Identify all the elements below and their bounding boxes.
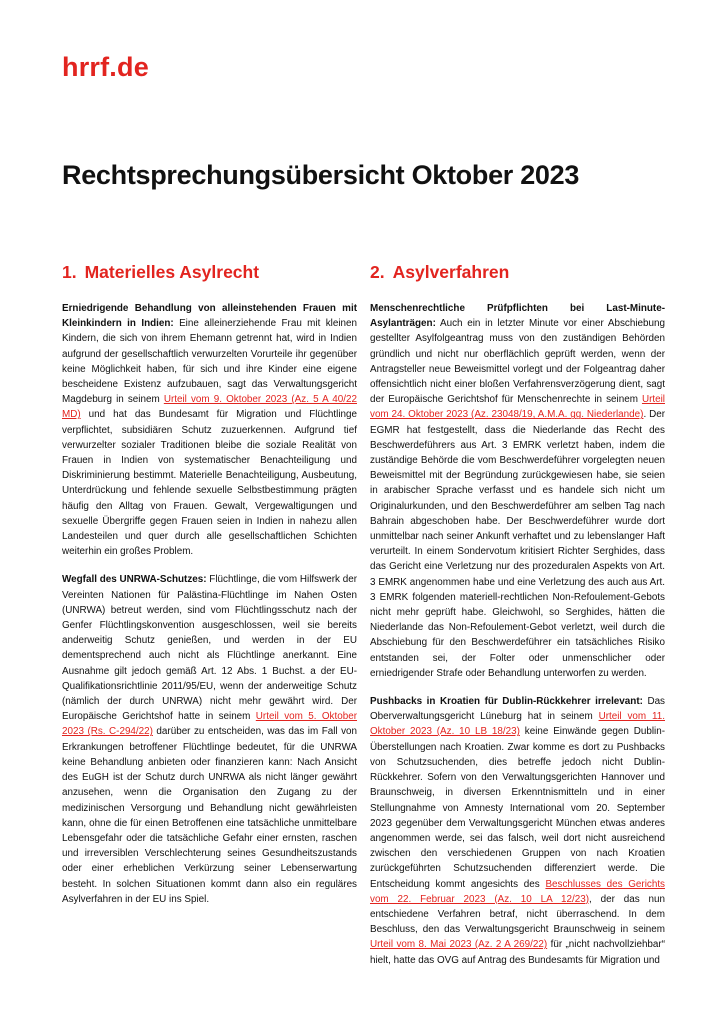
judgment-link[interactable]: Urteil vom 24. Oktober 2023 (Az. 23048/19, A.M.A. gg. Niederlande) — [370, 394, 665, 421]
paragraph-text: Flüchtlinge, die vom Hilfswerk der Vereinten Nationen für Palästina-Flüchtlinge im Nahen Osten (UNRWA) betreut werden, sind vom Flüchtlingsschutz nach der Genfer Flüchtlingskonvention ausgeschlossen, weil sie bereits anderweitig Schutz genießen, und werden in der EU dementsprechend auch nicht als Flüchtlinge anerkannt. Eine Ausnahme gilt jedoch gemäß Art. 12 Abs. 1 Buchst. a der EU-Qualifikationsrichtlinie 2011/95/EU, wenn der anderweitige Schutz (nämlich der durch UNRWA) nicht mehr gewährt wird. Der Europäische Gerichtshof hatte in seinem — [62, 574, 357, 723]
paragraph-text: Auch ein in letzter Minute vor einer Abschiebung gestellter Asylfolgeantrag muss von den zuständigen Behörden gründlich und nicht nur oberflächlich geprüft werden, wenn der Antragsteller neue Beweismittel vorlegt und der Folgeantrag daher offensichtlich nicht einer bloßen Verfahrensverzögerung dient, sagt der Europäische Gerichtshof für Menschenrechte in seinem — [370, 318, 665, 406]
paragraph-text: für „nicht nachvollziehbar“ hielt, hatte das OVG auf Antrag des Bundesamts für Migration und — [370, 939, 665, 966]
paragraph-text: Das Oberverwaltungsgericht Lüneburg hat in seinem — [370, 696, 665, 723]
page-title: Rechtsprechungsübersicht Oktober 2023 — [62, 160, 580, 190]
section-asylverfahren — [370, 262, 665, 981]
section-number: 2. — [370, 262, 385, 282]
judgment-link[interactable]: Urteil vom 5. Oktober 2023 (Rs. C-294/22) — [62, 711, 358, 738]
judgment-link[interactable]: Urteil vom 9. Oktober 2023 (Az. 5 A 40/22 MD) — [62, 394, 357, 421]
section-heading — [62, 262, 357, 283]
paragraph-text: darüber zu entscheiden, was das im Fall von Erkrankungen betroffener Flüchtlinge bedeutet, für die UNRWA keine Behandlung anbieten oder finanzieren kann: Nach Ansicht des EuGH ist der Schutz durch UNRWA als nicht länger gewährt anzusehen, wenn die Organisation den Zugang zu der medizinischen Versorgung und Behandlung nicht gewährleisten kann, ohne die für einen Betroffenen eine tatsächliche unmittelbare Lebensgefahr oder die tatsächliche Gefahr einer ernsten, raschen und irreversiblen Verschlechterung seines Gesundheitszustands oder einer erheblichen Verkürzung seiner Lebenserwartung besteht. In solchen Situationen kommt dann also ein reguläres Asylverfahren in der EU ins Spiel. — [62, 726, 358, 905]
article-paragraph — [62, 301, 357, 559]
article-paragraph — [370, 694, 665, 968]
site-logo[interactable]: hrrf.de — [62, 52, 149, 82]
section-title: Materielles Asylrecht — [84, 262, 260, 282]
section-number: 1. — [62, 262, 77, 282]
paragraph-text: und hat das Bundesamt für Migration und Flüchtlinge verpflichtet, subsidiären Schutz zuzuerkennen. Aufgrund tief verwurzelter sozialer Traditionen bleibe die soziale Realität von Frauen in Indien von systematischer Benachteiligung und Diskriminierung bestimmt. Materielle Benachteiligung, Ausbeutung, Unterdrückung und fehlende sexuelle Selbstbestimmung prägten häufig den Alltag von Frauen. Gewalt, Vergewaltigungen und sexuelle Übergriffe gegen Frauen seien in Indien in nahezu allen Landesteilen und quer durch alle gesellschaftlichen Schichten weiterhin ein großes Problem. — [62, 409, 357, 558]
judgment-link[interactable]: Urteil vom 8. Mai 2023 (Az. 2 A 269/22) — [370, 939, 548, 951]
paragraph-lead: Wegfall des UNRWA-Schutzes: — [62, 574, 207, 586]
article-paragraph — [62, 572, 357, 906]
section-heading — [370, 262, 665, 283]
section-materielles-asylrecht — [62, 262, 357, 920]
judgment-link[interactable]: Urteil vom 11. Oktober 2023 (Az. 10 LB 18/23) — [370, 711, 665, 738]
paragraph-text: , der das nun entschiedene Verfahren betraf, nicht überraschend. In dem Beschluss, den das Verwaltungsgericht Braunschweig in seinem — [370, 893, 665, 936]
article-paragraph — [370, 301, 665, 681]
section-title: Asylverfahren — [392, 262, 510, 282]
paragraph-text: keine Einwände gegen Dublin-Überstellungen nach Kroatien. Zwar komme es dort zu Pushbacks von Schutzsuchenden, dies betreffe jedoch nicht Dublin-Rückkehrer. Sofern von den Verwaltungsgerichten Hannover und Braunschweig, in diversen Erkenntnismitteln und in einer Stellungnahme von Amnesty International vom 20. September 2023 gegenüber dem Verwaltungsgericht München etwas anderes angenommen werde, sei das falsch, weil dort nicht ausreichend zwischen den verschiedenen Gruppen von nach Kroatien zurückgeführten Schutzsuchenden differenziert werde. Die Entscheidung kommt angesichts des — [370, 726, 666, 890]
paragraph-text: Eine alleinerziehende Frau mit kleinen Kindern, die sich von ihrem Ehemann getrennt hat, wird in Indien aufgrund der gesellschaftlich verwurzelten Vorurteile ihr gegenüber keine Möglichkeit haben, für sich und ihre Kinder eine eigene bescheidene Existenz aufzubauen, sagt das Verwaltungsgericht Magdeburg in seinem — [62, 318, 358, 406]
paragraph-lead: Pushbacks in Kroatien für Dublin-Rückkehrer irrelevant: — [370, 696, 643, 708]
decision-link[interactable]: Beschlusses des Gerichts vom 22. Februar 2023 (Az. 10 LA 12/23) — [370, 878, 665, 905]
paragraph-lead: Erniedrigende Behandlung von alleinstehenden Frauen mit Kleinkindern in Indien: — [62, 303, 357, 330]
paragraph-text: . Der EGMR hat festgestellt, dass die Niederlande das Recht des Beschwerdeführers aus Art. 3 EMRK verletzt haben, indem die zuständige Behörde die vom Beschwerdeführer vorgelegten neuen Beweismittel mit der Begründung zurückgewiesen habe, sie seien in arabischer Sprache verfasst und es handele sich nicht um Originalurkunden, und den Beschwerdeführer am selben Tag nach Bahrain abgeschoben habe. Der Beschwerdeführer wurde dort unmittelbar nach seiner Ankunft verhaftet und zu lebenslanger Haft verurteilt. In einem Sondervotum kritisiert Richter Serghides, dass das Gericht eine Verletzung nur des prozeduralen Aspekts von Art. 3 EMRK angenommen habe und eine Verletzung des auch aus Art. 3 EMRK folgenden materiell-rechtlichen Non-Refoulement-Gebots nicht mehr geprüft habe. Gleichwohl, so Serghides, hätten die Niederlande das Non-Refoulement-Gebot verletzt, weil durch die Abschiebung für den Beschwerdeführer ein tatsächliches Risiko entstanden sei, der Folter oder unmenschlicher oder erniedrigender Strafe oder Behandlung unterworfen zu werden. — [370, 409, 665, 679]
paragraph-lead: Menschenrechtliche Prüfpflichten bei Last-Minute-Asylanträgen: — [370, 303, 665, 330]
